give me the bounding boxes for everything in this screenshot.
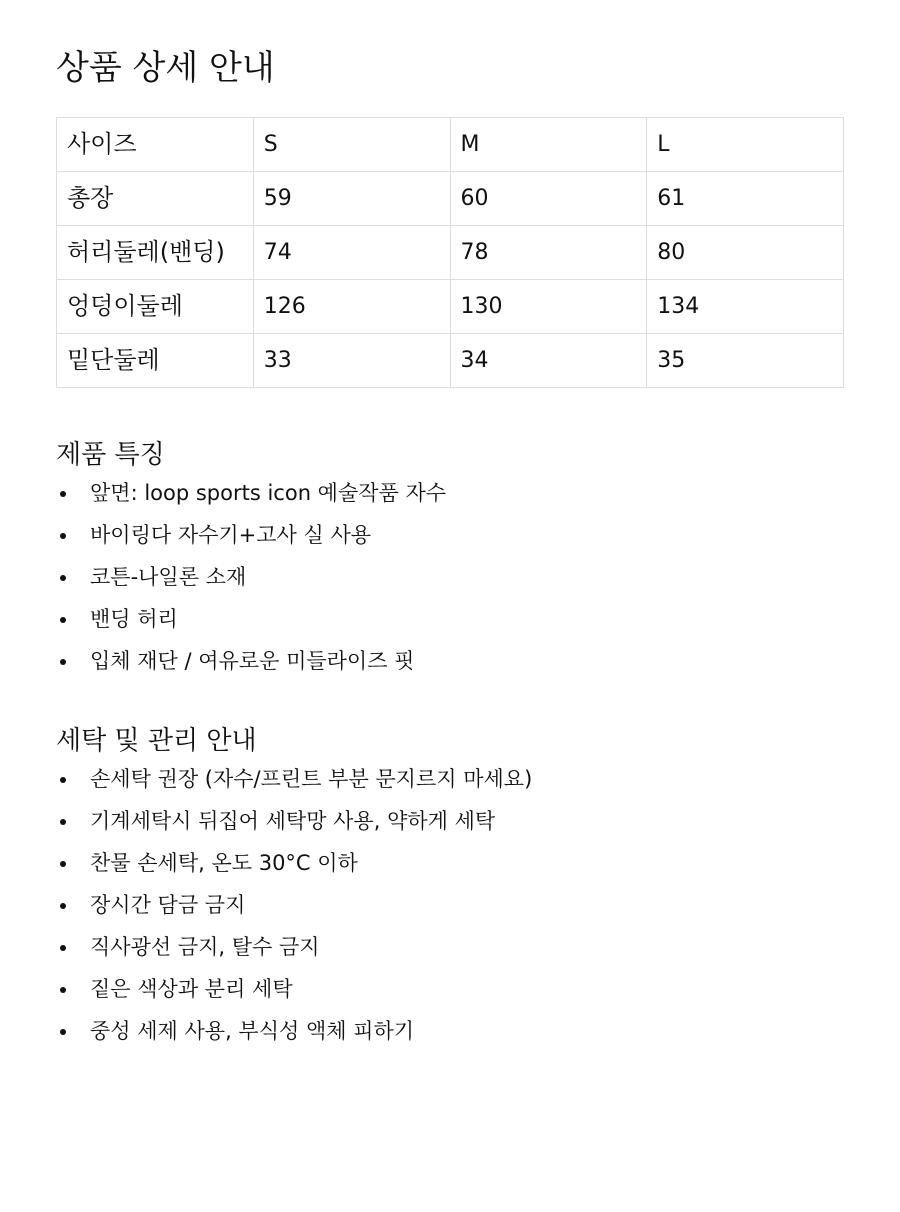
table-cell: 78 xyxy=(450,226,647,280)
table-cell: 80 xyxy=(647,226,844,280)
care-title: 세탁 및 관리 안내 xyxy=(56,726,257,756)
bullet-icon xyxy=(60,987,66,993)
list-item xyxy=(56,556,844,598)
bullet-icon xyxy=(60,533,66,539)
table-row xyxy=(57,280,844,334)
list-item xyxy=(56,884,844,926)
bullet-icon xyxy=(60,819,66,825)
list-item-text: 입체 재단 / 여유로운 미들라이즈 핏 xyxy=(90,649,415,673)
bullet-icon xyxy=(60,617,66,623)
list-item-text: 코튼-나일론 소재 xyxy=(90,565,247,589)
features-list xyxy=(56,472,844,682)
list-item xyxy=(56,842,844,884)
bullet-icon xyxy=(60,861,66,867)
list-item-text: 바이링다 자수기+고사 실 사용 xyxy=(90,523,372,547)
bullet-icon xyxy=(60,945,66,951)
table-row xyxy=(57,226,844,280)
list-item-text: 기계세탁시 뒤집어 세탁망 사용, 약하게 세탁 xyxy=(90,809,496,833)
list-item xyxy=(56,472,844,514)
table-cell: 60 xyxy=(450,172,647,226)
table-row-label: 밑단둘레 xyxy=(57,334,254,388)
table-row xyxy=(57,172,844,226)
bullet-icon xyxy=(60,903,66,909)
table-cell: 33 xyxy=(253,334,450,388)
page-title: 상품 상세 안내 xyxy=(56,48,275,88)
features-section xyxy=(56,438,844,682)
list-item-text: 짙은 색상과 분리 세탁 xyxy=(90,977,293,1001)
list-item xyxy=(56,926,844,968)
table-cell: 126 xyxy=(253,280,450,334)
list-item xyxy=(56,598,844,640)
table-cell: 74 xyxy=(253,226,450,280)
list-item xyxy=(56,514,844,556)
size-table xyxy=(56,117,844,388)
table-header-row xyxy=(57,118,844,172)
care-list xyxy=(56,758,844,1052)
list-item-text: 찬물 손세탁, 온도 30°C 이하 xyxy=(90,851,358,875)
bullet-icon xyxy=(60,777,66,783)
table-cell: 34 xyxy=(450,334,647,388)
list-item-text: 장시간 담금 금지 xyxy=(90,893,246,917)
list-item-text: 밴딩 허리 xyxy=(90,607,178,631)
list-item-text: 중성 세제 사용, 부식성 액체 피하기 xyxy=(90,1019,415,1043)
bullet-icon xyxy=(60,659,66,665)
list-item xyxy=(56,968,844,1010)
features-title: 제품 특징 xyxy=(56,440,165,470)
list-item xyxy=(56,640,844,682)
table-header-cell: S xyxy=(253,118,450,172)
table-cell: 130 xyxy=(450,280,647,334)
table-cell: 134 xyxy=(647,280,844,334)
list-item-text: 손세탁 권장 (자수/프린트 부분 문지르지 마세요) xyxy=(90,767,533,791)
bullet-icon xyxy=(60,1029,66,1035)
table-header-cell: M xyxy=(450,118,647,172)
table-cell: 59 xyxy=(253,172,450,226)
bullet-icon xyxy=(60,575,66,581)
table-cell: 61 xyxy=(647,172,844,226)
table-row-label: 허리둘레(밴딩) xyxy=(57,226,254,280)
table-row-label: 총장 xyxy=(57,172,254,226)
table-row xyxy=(57,334,844,388)
list-item xyxy=(56,758,844,800)
table-row-label: 엉덩이둘레 xyxy=(57,280,254,334)
list-item-text: 앞면: loop sports icon 예술작품 자수 xyxy=(90,481,447,505)
bullet-icon xyxy=(60,491,66,497)
list-item xyxy=(56,800,844,842)
table-header-cell: L xyxy=(647,118,844,172)
list-item-text: 직사광선 금지, 탈수 금지 xyxy=(90,935,320,959)
table-header-cell: 사이즈 xyxy=(57,118,254,172)
list-item xyxy=(56,1010,844,1052)
care-section xyxy=(56,724,844,1052)
table-cell: 35 xyxy=(647,334,844,388)
